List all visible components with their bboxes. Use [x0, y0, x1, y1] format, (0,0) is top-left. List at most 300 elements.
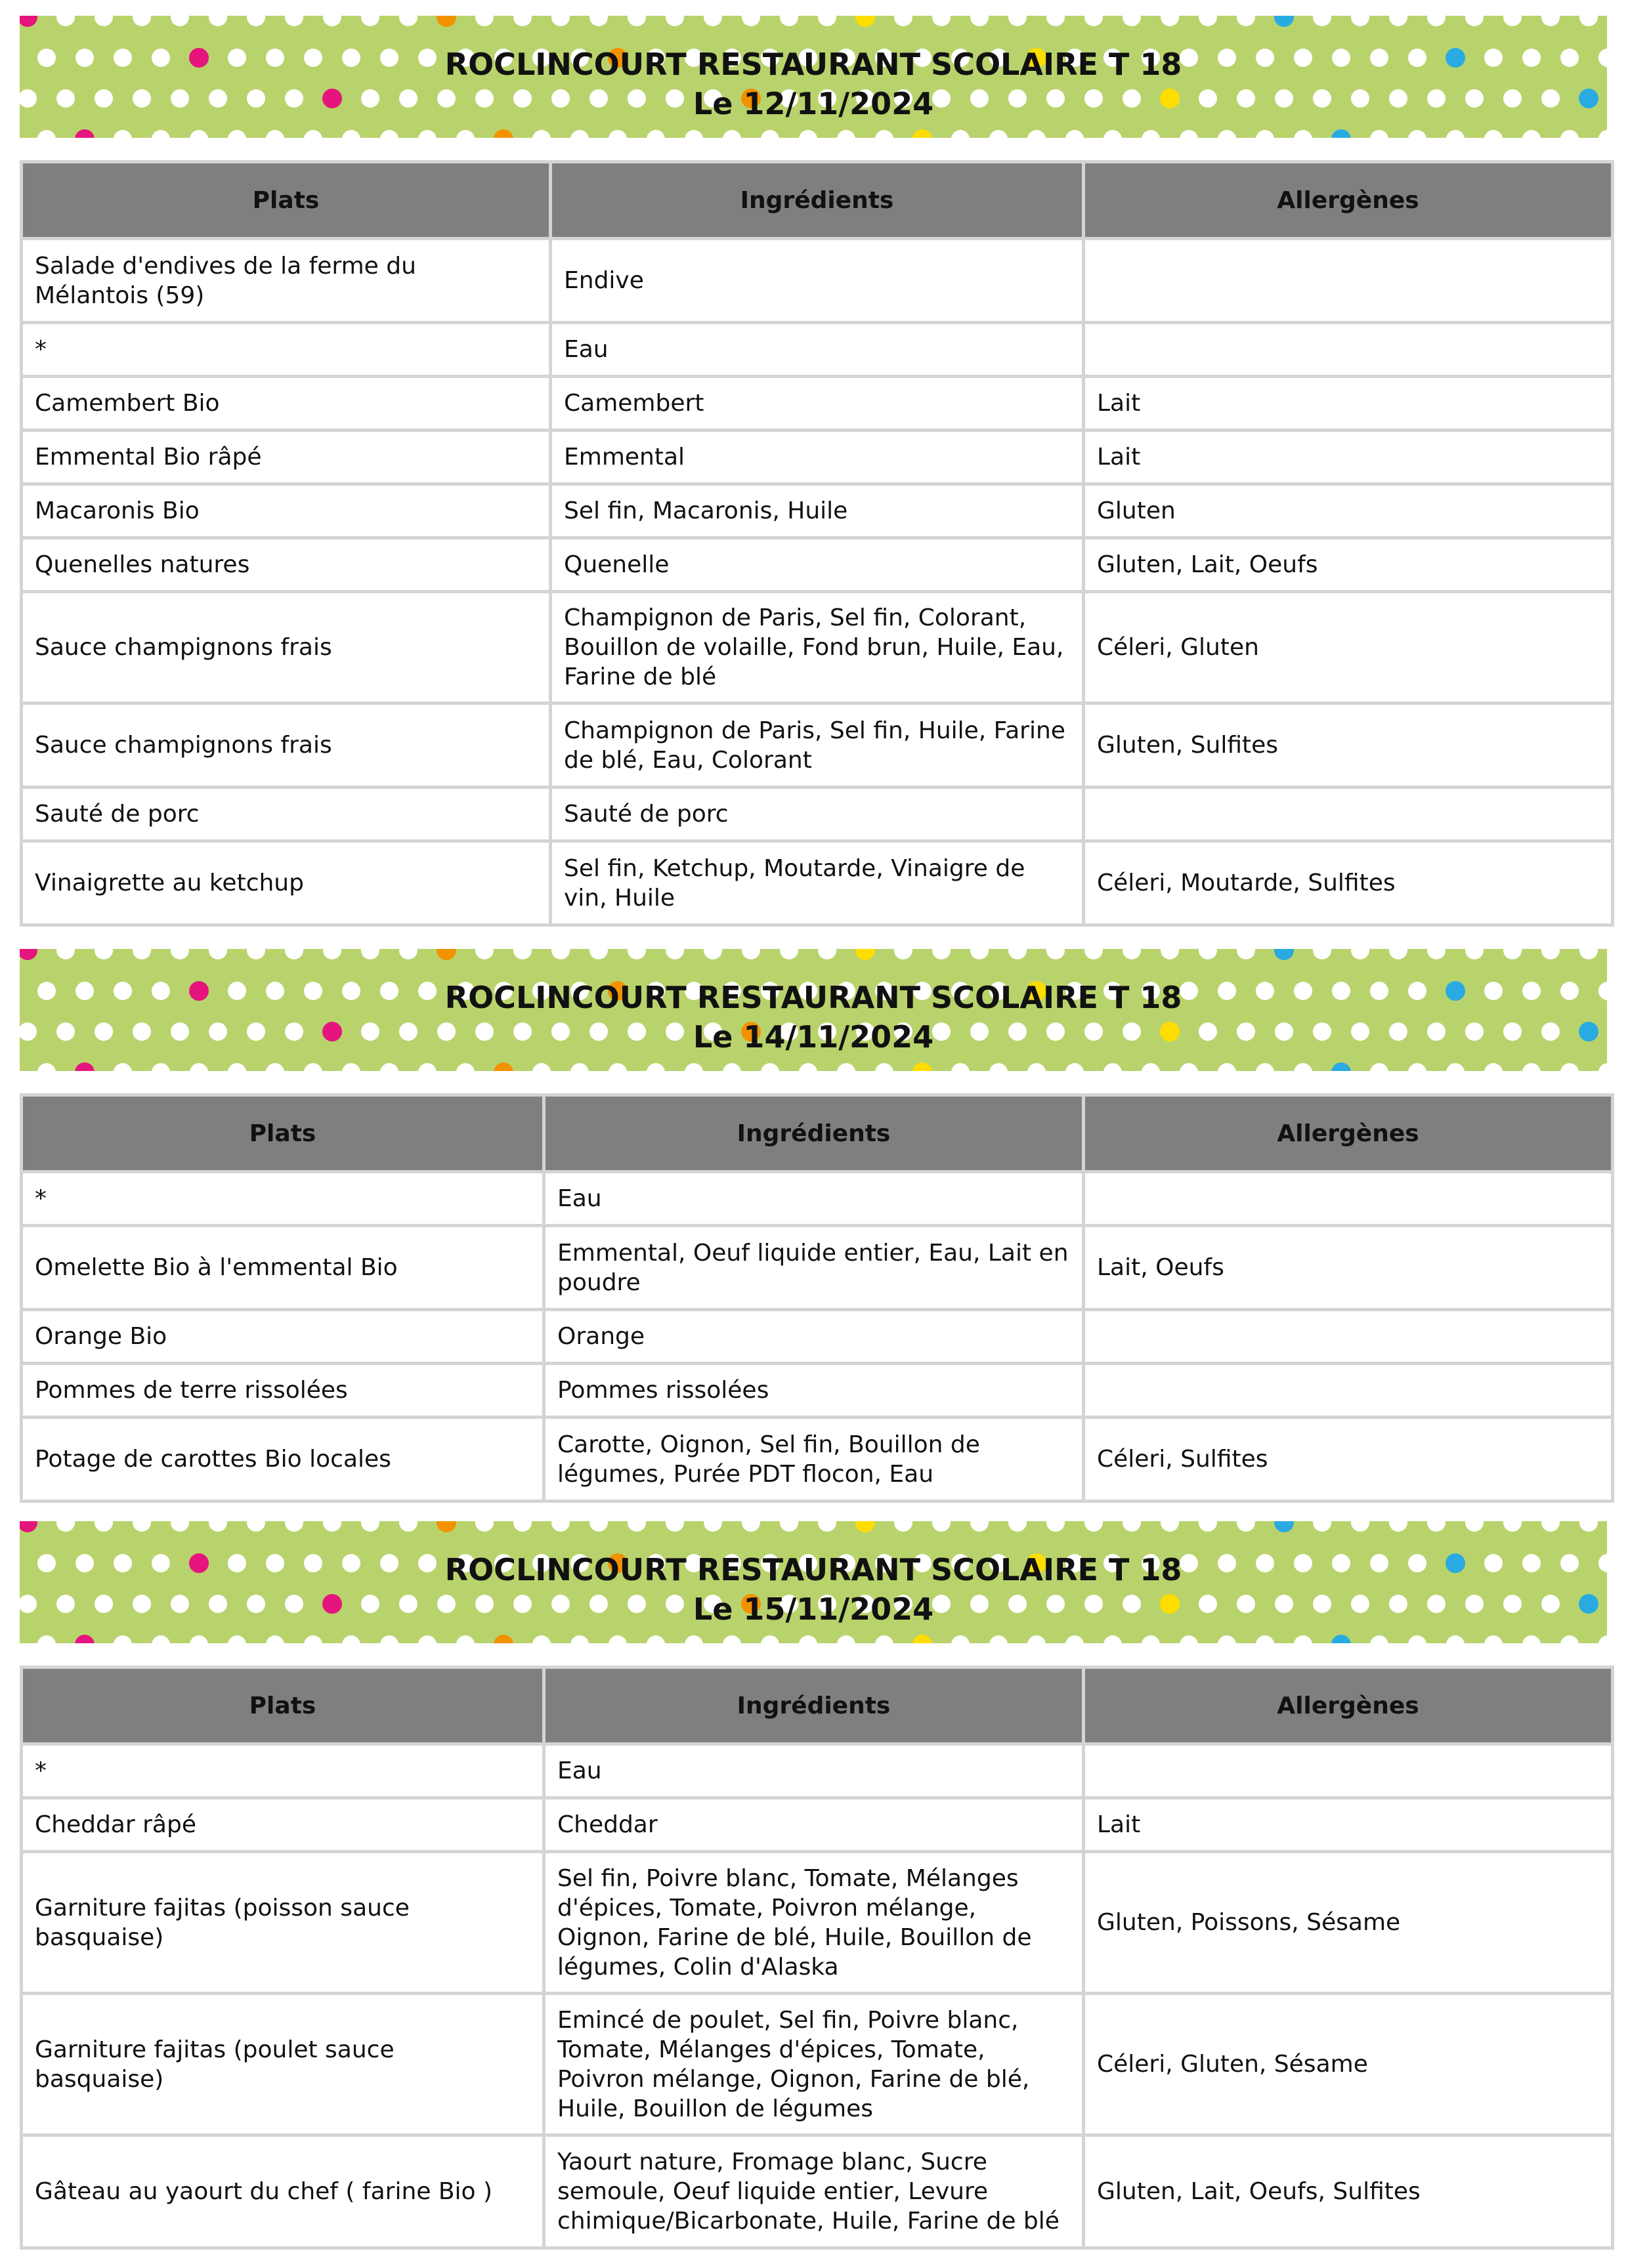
- polka-dot: [1427, 949, 1446, 959]
- polka-dot: [1008, 1521, 1027, 1532]
- polka-dot: [1313, 1521, 1331, 1532]
- polka-dot: [133, 1521, 151, 1532]
- polka-dot: [456, 1635, 475, 1643]
- table-row: [22, 592, 1613, 704]
- table-row: [22, 484, 1613, 538]
- polka-dot: [1256, 1063, 1274, 1071]
- polka-dot: [780, 949, 798, 959]
- polka-dot: [1446, 130, 1465, 138]
- table-row: [22, 377, 1613, 430]
- polka-dot: [951, 1063, 970, 1071]
- polka-dot: [209, 16, 227, 26]
- polka-dot: [1123, 16, 1141, 26]
- polka-dot: [20, 16, 37, 27]
- polka-dot: [380, 130, 398, 138]
- polka-dot: [494, 129, 513, 138]
- column-header-plats: Plats: [22, 1095, 544, 1172]
- polka-dot: [171, 16, 189, 26]
- polka-dot: [285, 949, 303, 959]
- polka-dot: [989, 130, 1008, 138]
- allergens-cell: [1084, 1310, 1613, 1364]
- polka-dot: [1046, 1521, 1065, 1532]
- ingredients-cell: Eau: [551, 323, 1084, 377]
- polka-dot: [1046, 16, 1065, 26]
- polka-dot: [551, 16, 570, 26]
- table-row: [22, 430, 1613, 484]
- polka-dot: [912, 1062, 932, 1071]
- allergens-cell: Lait, Oeufs: [1084, 1226, 1613, 1310]
- polka-dot: [704, 16, 722, 26]
- table-header-row: [22, 1668, 1613, 1744]
- polka-dot: [875, 1635, 893, 1643]
- polka-dot: [989, 1063, 1008, 1071]
- polka-dot: [837, 130, 855, 138]
- allergens-cell: Gluten, Lait, Oeufs, Sulfites: [1084, 2135, 1613, 2248]
- column-header-ingredients: Ingrédients: [544, 1668, 1084, 1744]
- polka-dot: [628, 16, 646, 26]
- allergens-cell: Gluten, Lait, Oeufs: [1084, 538, 1613, 592]
- allergens-cell: [1084, 1744, 1613, 1798]
- polka-dot: [247, 16, 265, 26]
- polka-dot: [1084, 1521, 1103, 1532]
- ingredients-cell: Quenelle: [551, 538, 1084, 592]
- polka-dot: [190, 1635, 208, 1643]
- polka-dot: [742, 1521, 760, 1532]
- polka-dot: [190, 1063, 208, 1071]
- polka-dot: [799, 1635, 817, 1643]
- ingredients-cell: Emmental: [551, 430, 1084, 484]
- allergens-cell: Lait: [1084, 430, 1613, 484]
- ingredients-cell: Emmental, Oeuf liquide entier, Eau, Lait en poudre: [544, 1226, 1084, 1310]
- polka-dot: [1465, 16, 1484, 26]
- polka-dot: [855, 1521, 875, 1532]
- polka-dot: [1465, 949, 1484, 959]
- polka-dot: [951, 1635, 970, 1643]
- polka-dot: [1046, 949, 1065, 959]
- polka-dot: [37, 130, 56, 138]
- polka-dot: [1408, 130, 1426, 138]
- polka-dot: [837, 1635, 855, 1643]
- polka-dot: [647, 1063, 665, 1071]
- polka-dot: [1065, 130, 1084, 138]
- polka-dot: [723, 1635, 741, 1643]
- polka-dot: [1351, 1521, 1369, 1532]
- polka-dot: [380, 1063, 398, 1071]
- polka-dot: [1427, 16, 1446, 26]
- polka-dot: [1598, 130, 1607, 138]
- ingredients-cell: Sel fin, Poivre blanc, Tomate, Mélanges d'épices, Tomate, Poivron mélange, Oignon, Farine de blé, Huile, Bouillon de légumes, Colin d'Alaska: [544, 1852, 1084, 1994]
- polka-dot: [1123, 949, 1141, 959]
- polka-dot: [761, 130, 779, 138]
- polka-dot: [1199, 949, 1217, 959]
- polka-dot: [647, 130, 665, 138]
- polka-dot: [171, 1521, 189, 1532]
- column-header-plats: Plats: [22, 162, 551, 239]
- polka-dot: [1103, 130, 1122, 138]
- allergens-cell: [1084, 239, 1613, 323]
- polka-dot: [704, 949, 722, 959]
- table-row: [22, 1744, 1613, 1798]
- polka-dot: [209, 1521, 227, 1532]
- polka-dot: [342, 1063, 360, 1071]
- polka-dot: [1142, 130, 1160, 138]
- allergens-cell: [1084, 788, 1613, 841]
- polka-dot: [475, 1521, 494, 1532]
- menu-table: [20, 1666, 1614, 2250]
- ingredients-cell: Cheddar: [544, 1798, 1084, 1852]
- polka-dot: [609, 1063, 627, 1071]
- table-row: [22, 1364, 1613, 1418]
- ingredients-cell: Carotte, Oignon, Sel fin, Bouillon de légumes, Purée PDT flocon, Eau: [544, 1418, 1084, 1502]
- polka-dot: [1503, 16, 1522, 26]
- polka-dot: [685, 1063, 703, 1071]
- polka-dot: [1370, 130, 1388, 138]
- polka-dot: [114, 1063, 132, 1071]
- ingredients-cell: Endive: [551, 239, 1084, 323]
- polka-dot: [1313, 16, 1331, 26]
- polka-dot: [95, 16, 113, 26]
- polka-dot: [666, 16, 684, 26]
- table-row: [22, 1994, 1613, 2135]
- polka-dot: [171, 949, 189, 959]
- polka-dot: [1180, 1635, 1198, 1643]
- polka-dot: [1274, 1521, 1294, 1532]
- polka-dot: [818, 1521, 836, 1532]
- polka-dot: [75, 1062, 95, 1071]
- dish-cell: Garniture fajitas (poisson sauce basquaise): [22, 1852, 544, 1994]
- ingredients-cell: Sauté de porc: [551, 788, 1084, 841]
- polka-dot: [1579, 949, 1598, 959]
- dish-cell: *: [22, 1744, 544, 1798]
- polka-dot: [532, 1063, 551, 1071]
- polka-dot: [437, 949, 456, 960]
- dish-cell: *: [22, 323, 551, 377]
- polka-dot: [704, 1521, 722, 1532]
- polka-dot: [1294, 1635, 1312, 1643]
- allergens-cell: Céleri, Gluten, Sésame: [1084, 1994, 1613, 2135]
- polka-dot: [609, 130, 627, 138]
- polka-dot: [152, 1063, 170, 1071]
- polka-dot: [1331, 1062, 1351, 1071]
- polka-dot: [418, 1635, 437, 1643]
- polka-dot: [780, 1521, 798, 1532]
- polka-dot: [1522, 130, 1541, 138]
- polka-dot: [1522, 1635, 1541, 1643]
- table-row: [22, 841, 1613, 925]
- polka-dot: [152, 130, 170, 138]
- ingredients-cell: Eau: [544, 1172, 1084, 1226]
- polka-dot: [875, 130, 893, 138]
- polka-dot: [361, 1521, 379, 1532]
- polka-dot: [1465, 1521, 1484, 1532]
- table-row: [22, 323, 1613, 377]
- dish-cell: Salade d'endives de la ferme du Mélantois (59): [22, 239, 551, 323]
- table-row: [22, 788, 1613, 841]
- allergens-cell: Lait: [1084, 377, 1613, 430]
- polka-dot: [1484, 1063, 1503, 1071]
- table-row: [22, 538, 1613, 592]
- polka-dot: [304, 1635, 322, 1643]
- allergens-cell: Céleri, Gluten: [1084, 592, 1613, 704]
- polka-dot: [855, 16, 875, 27]
- polka-dot: [799, 130, 817, 138]
- polka-dot: [970, 16, 989, 26]
- polka-dot: [247, 1521, 265, 1532]
- polka-dot: [1027, 1635, 1046, 1643]
- dish-cell: Garniture fajitas (poulet sauce basquaise): [22, 1994, 544, 2135]
- polka-dot: [247, 949, 265, 959]
- day-banner: [20, 1521, 1607, 1643]
- polka-dot: [666, 1521, 684, 1532]
- polka-dot: [152, 1635, 170, 1643]
- polka-dot: [1370, 1635, 1388, 1643]
- polka-dot: [1389, 16, 1407, 26]
- polka-dot: [570, 1063, 589, 1071]
- polka-dot: [951, 130, 970, 138]
- polka-dot: [1313, 949, 1331, 959]
- polka-dot: [37, 1063, 56, 1071]
- allergens-cell: Gluten, Poissons, Sésame: [1084, 1852, 1613, 1994]
- polka-dot: [932, 16, 951, 26]
- column-header-allergenes: Allergènes: [1084, 162, 1613, 239]
- allergens-cell: Céleri, Sulfites: [1084, 1418, 1613, 1502]
- allergens-cell: [1084, 1172, 1613, 1226]
- ingredients-cell: Champignon de Paris, Sel fin, Huile, Farine de blé, Eau, Colorant: [551, 704, 1084, 788]
- polka-dot: [1161, 16, 1179, 26]
- polka-dot: [970, 1521, 989, 1532]
- polka-dot: [837, 1063, 855, 1071]
- polka-dot: [628, 949, 646, 959]
- polka-dot: [989, 1635, 1008, 1643]
- polka-dot: [266, 1635, 284, 1643]
- polka-dot: [799, 1063, 817, 1071]
- polka-dot: [95, 1521, 113, 1532]
- polka-dot: [761, 1063, 779, 1071]
- dish-cell: Sauté de porc: [22, 788, 551, 841]
- polka-dot: [589, 949, 608, 959]
- table-row: [22, 704, 1613, 788]
- column-header-ingredients: Ingrédients: [544, 1095, 1084, 1172]
- polka-dot: [894, 1521, 912, 1532]
- ingredients-cell: Pommes rissolées: [544, 1364, 1084, 1418]
- dish-cell: Macaronis Bio: [22, 484, 551, 538]
- polka-dot: [761, 1635, 779, 1643]
- ingredients-cell: Sel fin, Ketchup, Moutarde, Vinaigre de vin, Huile: [551, 841, 1084, 925]
- allergens-cell: Gluten: [1084, 484, 1613, 538]
- table-row: [22, 1852, 1613, 1994]
- day-banner: [20, 949, 1607, 1071]
- ingredients-cell: Emincé de poulet, Sel fin, Poivre blanc, Tomate, Mélanges d'épices, Tomate, Poivron mélange, Oignon, Farine de blé, Huile, Bouillon de légumes: [544, 1994, 1084, 2135]
- polka-dot: [1103, 1635, 1122, 1643]
- polka-dot: [894, 949, 912, 959]
- polka-dot: [685, 130, 703, 138]
- polka-dot: [1084, 949, 1103, 959]
- polka-dot: [475, 16, 494, 26]
- table-row: [22, 1418, 1613, 1502]
- polka-dot: [95, 949, 113, 959]
- polka-dot: [266, 130, 284, 138]
- polka-dot: [285, 1521, 303, 1532]
- polka-dot: [1484, 1635, 1503, 1643]
- polka-dot: [285, 16, 303, 26]
- polka-dot: [723, 1063, 741, 1071]
- polka-dot: [1389, 949, 1407, 959]
- polka-dot: [855, 949, 875, 960]
- polka-dot: [570, 130, 589, 138]
- restaurant-title: ROCLINCOURT RESTAURANT SCOLAIRE T 18: [444, 980, 1182, 1015]
- column-header-allergenes: Allergènes: [1084, 1095, 1613, 1172]
- polka-dot: [304, 130, 322, 138]
- table-row: [22, 2135, 1613, 2248]
- polka-dot: [1484, 130, 1503, 138]
- polka-dot: [1427, 1521, 1446, 1532]
- dish-cell: Sauce champignons frais: [22, 592, 551, 704]
- ingredients-cell: Eau: [544, 1744, 1084, 1798]
- polka-dot: [1180, 130, 1198, 138]
- polka-dot: [1008, 949, 1027, 959]
- polka-dot: [75, 1635, 95, 1643]
- polka-dot: [342, 1635, 360, 1643]
- polka-dot: [399, 949, 418, 959]
- ingredients-cell: Sel fin, Macaronis, Huile: [551, 484, 1084, 538]
- polka-dot: [780, 16, 798, 26]
- polka-dot: [1522, 1063, 1541, 1071]
- restaurant-title: ROCLINCOURT RESTAURANT SCOLAIRE T 18: [444, 47, 1182, 82]
- polka-dot: [1065, 1635, 1084, 1643]
- dish-cell: Vinaigrette au ketchup: [22, 841, 551, 925]
- polka-dot: [1142, 1063, 1160, 1071]
- column-header-ingredients: Ingrédients: [551, 162, 1084, 239]
- menu-date: Le 12/11/2024: [693, 86, 934, 121]
- polka-dot: [1274, 16, 1294, 27]
- polka-dot: [1408, 1635, 1426, 1643]
- menu-table: [20, 160, 1614, 927]
- polka-dot: [1331, 129, 1351, 138]
- dish-cell: Camembert Bio: [22, 377, 551, 430]
- table-header-row: [22, 1095, 1613, 1172]
- polka-dot: [437, 16, 456, 27]
- ingredients-cell: Camembert: [551, 377, 1084, 430]
- polka-dot: [970, 949, 989, 959]
- polka-dot: [1331, 1635, 1351, 1643]
- dish-cell: Cheddar râpé: [22, 1798, 544, 1852]
- polka-dot: [1065, 1063, 1084, 1071]
- polka-dot: [1560, 1063, 1579, 1071]
- polka-dot: [75, 129, 95, 138]
- polka-dot: [1218, 1063, 1236, 1071]
- polka-dot: [361, 16, 379, 26]
- polka-dot: [266, 1063, 284, 1071]
- polka-dot: [609, 1635, 627, 1643]
- polka-dot: [1351, 16, 1369, 26]
- polka-dot: [1389, 1521, 1407, 1532]
- polka-dot: [399, 1521, 418, 1532]
- polka-dot: [1446, 1063, 1465, 1071]
- polka-dot: [1598, 1635, 1607, 1643]
- table-row: [22, 1310, 1613, 1364]
- polka-dot: [456, 130, 475, 138]
- polka-dot: [875, 1063, 893, 1071]
- ingredients-cell: Champignon de Paris, Sel fin, Colorant, Bouillon de volaille, Fond brun, Huile, Eau, Farine de blé: [551, 592, 1084, 704]
- polka-dot: [228, 1635, 246, 1643]
- polka-dot: [114, 130, 132, 138]
- polka-dot: [742, 16, 760, 26]
- polka-dot: [513, 949, 532, 959]
- polka-dot: [551, 949, 570, 959]
- polka-dot: [894, 16, 912, 26]
- allergens-cell: Lait: [1084, 1798, 1613, 1852]
- polka-dot: [494, 1062, 513, 1071]
- allergens-cell: [1084, 1364, 1613, 1418]
- polka-dot: [190, 130, 208, 138]
- polka-dot: [133, 16, 151, 26]
- polka-dot: [418, 1063, 437, 1071]
- polka-dot: [56, 949, 75, 959]
- menu-date: Le 14/11/2024: [693, 1019, 934, 1055]
- polka-dot: [1027, 1063, 1046, 1071]
- polka-dot: [399, 16, 418, 26]
- polka-dot: [361, 949, 379, 959]
- polka-dot: [1370, 1063, 1388, 1071]
- polka-dot: [209, 949, 227, 959]
- polka-dot: [304, 1063, 322, 1071]
- allergens-cell: Céleri, Moutarde, Sulfites: [1084, 841, 1613, 925]
- allergens-cell: Gluten, Sulfites: [1084, 704, 1613, 788]
- dish-cell: Quenelles natures: [22, 538, 551, 592]
- polka-dot: [532, 1635, 551, 1643]
- polka-dot: [723, 130, 741, 138]
- polka-dot: [647, 1635, 665, 1643]
- polka-dot: [37, 1635, 56, 1643]
- polka-dot: [20, 949, 37, 960]
- polka-dot: [1218, 130, 1236, 138]
- column-header-plats: Plats: [22, 1668, 544, 1744]
- polka-dot: [114, 1635, 132, 1643]
- polka-dot: [323, 1521, 341, 1532]
- menu-date: Le 15/11/2024: [693, 1591, 934, 1627]
- polka-dot: [1598, 1063, 1607, 1071]
- polka-dot: [380, 1635, 398, 1643]
- polka-dot: [685, 1635, 703, 1643]
- polka-dot: [1274, 949, 1294, 960]
- table-row: [22, 1226, 1613, 1310]
- dish-cell: Pommes de terre rissolées: [22, 1364, 544, 1418]
- polka-dot: [1446, 1635, 1465, 1643]
- polka-dot: [1256, 1635, 1274, 1643]
- table-row: [22, 1798, 1613, 1852]
- polka-dot: [932, 1521, 951, 1532]
- polka-dot: [1237, 1521, 1255, 1532]
- polka-dot: [1579, 1521, 1598, 1532]
- polka-dot: [1218, 1635, 1236, 1643]
- table-header-row: [22, 162, 1613, 239]
- dish-cell: Gâteau au yaourt du chef ( farine Bio ): [22, 2135, 544, 2248]
- polka-dot: [1237, 949, 1255, 959]
- polka-dot: [475, 949, 494, 959]
- polka-dot: [589, 16, 608, 26]
- dish-cell: *: [22, 1172, 544, 1226]
- polka-dot: [1579, 16, 1598, 26]
- table-row: [22, 1172, 1613, 1226]
- polka-dot: [1294, 1063, 1312, 1071]
- ingredients-cell: Orange: [544, 1310, 1084, 1364]
- polka-dot: [1008, 16, 1027, 26]
- polka-dot: [456, 1063, 475, 1071]
- polka-dot: [1541, 1521, 1560, 1532]
- polka-dot: [551, 1521, 570, 1532]
- polka-dot: [1237, 16, 1255, 26]
- polka-dot: [932, 949, 951, 959]
